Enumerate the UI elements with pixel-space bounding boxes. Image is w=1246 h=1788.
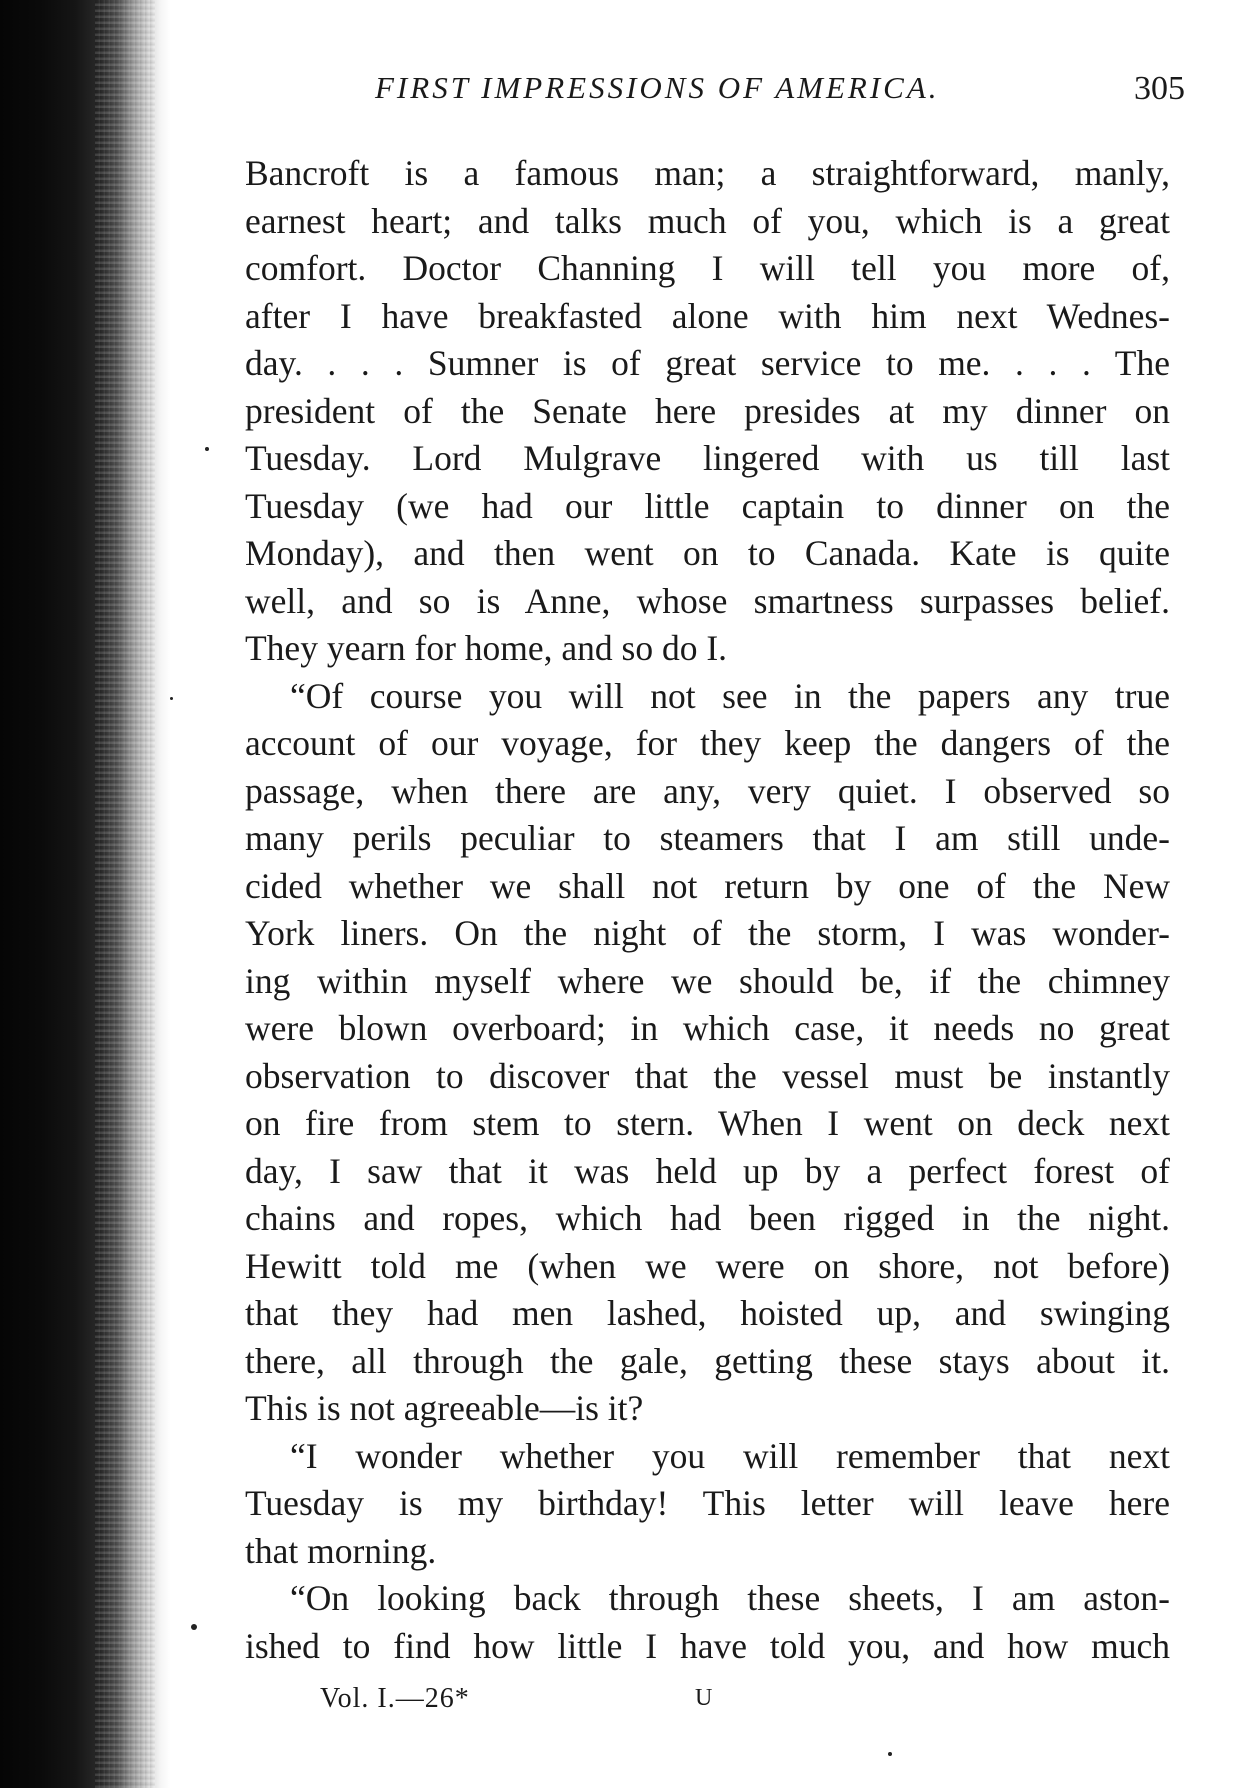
text-line: many perils peculiar to steamers that I am still unde-	[245, 818, 1170, 858]
text-line: Tuesday is my birthday! This letter will leave here	[245, 1483, 1170, 1523]
text-line: Tuesday (we had our little captain to dinner on the	[245, 485, 1170, 526]
text-line: account of our voyage, for they keep the dangers of the	[245, 723, 1170, 763]
text-line: They yearn for home, and so do I.	[245, 628, 728, 668]
text-line: well, and so is Anne, whose smartness surpasses belief.	[245, 580, 1170, 621]
text-line: ished to find how little I have told you, and how much	[245, 1625, 1170, 1666]
signature-mark: Vol. I.—26*	[320, 1683, 470, 1714]
ink-speck	[888, 1752, 892, 1756]
text-line: Monday), and then went on to Canada. Kate is quite	[245, 533, 1170, 573]
text-line: ing within myself where we should be, if the chimney	[245, 960, 1170, 1001]
text-line: This is not agreeable—is it?	[245, 1388, 644, 1428]
ink-speck	[191, 1624, 197, 1630]
text-line: “I wonder whether you will remember that next	[290, 1435, 1170, 1476]
text-line: cided whether we shall not return by one of the New	[245, 865, 1170, 906]
page-footer	[245, 1683, 1170, 1723]
page-number: 305	[1134, 70, 1185, 107]
text-line: president of the Senate here presides at my dinner on	[245, 390, 1170, 431]
text-line: chains and ropes, which had been rigged in the night.	[245, 1198, 1170, 1238]
text-line: after I have breakfasted alone with him next Wednes-	[245, 295, 1170, 336]
text-line: on fire from stem to stern. When I went on deck next	[245, 1103, 1170, 1143]
text-line: comfort. Doctor Channing I will tell you more of,	[245, 248, 1170, 288]
text-line: day, I saw that it was held up by a perfect forest of	[245, 1150, 1170, 1191]
text-line: Hewitt told me (when we were on shore, not before)	[245, 1245, 1170, 1286]
text-line: passage, when there are any, very quiet. I observed so	[245, 770, 1170, 811]
binding-texture	[95, 0, 155, 1788]
body-text	[245, 150, 1170, 1670]
text-line: “Of course you will not see in the papers any true	[290, 675, 1170, 716]
text-line: “On looking back through these sheets, I am aston-	[290, 1578, 1170, 1618]
text-line: day. . . . Sumner is of great service to me. . . . The	[245, 343, 1170, 383]
text-line: there, all through the gale, getting these stays about it.	[245, 1340, 1170, 1381]
ink-speck	[205, 447, 209, 451]
text-line: York liners. On the night of the storm, I was wonder-	[245, 913, 1170, 953]
running-title: FIRST IMPRESSIONS OF AMERICA.	[375, 70, 940, 105]
text-line: observation to discover that the vessel must be instantly	[245, 1055, 1170, 1096]
sheet-letter: U	[695, 1685, 713, 1711]
text-line: were blown overboard; in which case, it needs no great	[245, 1008, 1170, 1048]
text-line: earnest heart; and talks much of you, which is a great	[245, 200, 1170, 241]
text-line: Tuesday. Lord Mulgrave lingered with us till last	[245, 438, 1170, 478]
page-header	[245, 70, 1185, 120]
text-line: Bancroft is a famous man; a straightforward, manly,	[245, 153, 1170, 193]
text-line: that morning.	[245, 1530, 437, 1571]
text-line: that they had men lashed, hoisted up, and swinging	[245, 1293, 1170, 1333]
ink-speck	[170, 697, 173, 700]
